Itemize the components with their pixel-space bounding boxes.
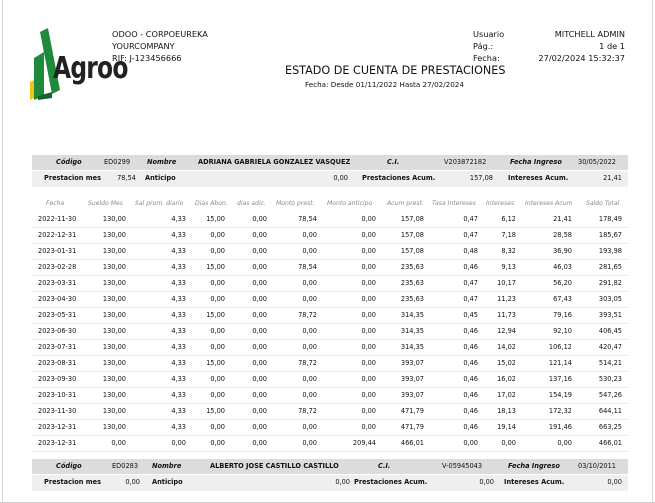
table-cell: 0,00 [361, 407, 376, 415]
table-cell: 15,00 [206, 263, 225, 271]
table-cell: 2023-04-30 [38, 295, 77, 303]
col-header: Intereses [486, 200, 515, 207]
table-cell: 185,67 [598, 231, 622, 239]
table-cell: 0,00 [302, 423, 317, 431]
table-cell: 393,07 [400, 375, 424, 383]
table-cell: 0,46 [463, 407, 478, 415]
employee-header-row [32, 155, 628, 170]
table-cell: 281,65 [598, 263, 622, 271]
table-cell: 0,47 [463, 279, 478, 287]
fecha-ingreso-value: 03/10/2011 [578, 462, 617, 470]
table-cell: 78,54 [298, 215, 317, 223]
table-cell: 130,00 [102, 247, 126, 255]
codigo-label: Código [56, 158, 82, 166]
table-cell: 67,43 [553, 295, 572, 303]
table-row [32, 244, 628, 260]
table-cell: 0,47 [463, 231, 478, 239]
table-cell: 172,32 [548, 407, 572, 415]
table-cell: 291,82 [598, 279, 622, 287]
table-cell: 0,00 [361, 375, 376, 383]
table-cell: 663,25 [598, 423, 622, 431]
table-cell: 36,90 [553, 247, 572, 255]
table-cell: 92,10 [553, 327, 572, 335]
table-cell: 235,63 [400, 279, 424, 287]
ci-value: V203872182 [444, 158, 487, 166]
company-info [112, 28, 208, 65]
col-header: Monto prest. [276, 200, 315, 207]
table-cell: 0,00 [501, 439, 516, 447]
table-cell: 56,20 [553, 279, 572, 287]
anticipo-value: 0,00 [335, 478, 350, 486]
table-cell: 0,00 [210, 343, 225, 351]
table-row [32, 308, 628, 324]
table-cell: 0,48 [463, 247, 478, 255]
prestacion-value: 78,54 [117, 174, 136, 182]
report-meta-labels [473, 28, 504, 65]
table-row [32, 228, 628, 244]
table-cell: 130,00 [102, 327, 126, 335]
table-row [32, 260, 628, 276]
table-cell: 130,00 [102, 279, 126, 287]
table-cell: 2023-12-31 [38, 439, 77, 447]
table-cell: 4,33 [171, 247, 186, 255]
table-cell: 2023-10-31 [38, 391, 77, 399]
table-row [32, 292, 628, 308]
table-row [32, 276, 628, 292]
page-value: 1 de 1 [599, 41, 625, 52]
table-cell: 0,45 [463, 311, 478, 319]
table-cell: 209,44 [352, 439, 376, 447]
table-cell: 18,13 [497, 407, 516, 415]
table-cell: 78,72 [298, 359, 317, 367]
table-cell: 0,00 [252, 391, 267, 399]
table-cell: 0,46 [463, 391, 478, 399]
table-cell: 0,00 [252, 279, 267, 287]
table-cell: 466,01 [400, 439, 424, 447]
table-cell: 11,73 [497, 311, 516, 319]
table-row [32, 356, 628, 372]
table-cell: 644,11 [598, 407, 622, 415]
int-acum-value: 0,00 [607, 478, 622, 486]
table-cell: 2023-07-31 [38, 343, 77, 351]
table-cell: 15,00 [206, 311, 225, 319]
col-header: Sal prom. diario [135, 200, 184, 207]
table-cell: 420,47 [598, 343, 622, 351]
company-name: ODOO - CORPOEUREKA [112, 29, 208, 39]
table-cell: 46,03 [553, 263, 572, 271]
table-cell: 12,94 [497, 327, 516, 335]
fecha-ingreso-value: 30/05/2022 [578, 158, 617, 166]
table-cell: 471,79 [400, 423, 424, 431]
table-cell: 0,00 [210, 247, 225, 255]
table-cell: 0,00 [361, 359, 376, 367]
table-cell: 406,45 [598, 327, 622, 335]
table-cell: 0,00 [210, 295, 225, 303]
table-cell: 191,46 [548, 423, 572, 431]
table-cell: 154,19 [548, 391, 572, 399]
table-cell: 4,33 [171, 279, 186, 287]
table-cell: 130,00 [102, 391, 126, 399]
col-header: Dias Abon. [195, 200, 228, 207]
table-cell: 0,46 [463, 375, 478, 383]
table-cell: 314,35 [400, 311, 424, 319]
prestacion-label: Prestacion mes [44, 174, 102, 182]
table-cell: 11,23 [497, 295, 516, 303]
table-cell: 0,46 [463, 359, 478, 367]
table-cell: 0,00 [210, 391, 225, 399]
user-label: Usuario [473, 29, 505, 39]
table-cell: 157,08 [400, 231, 424, 239]
codigo-value: ED0283 [112, 462, 139, 470]
table-cell: 130,00 [102, 215, 126, 223]
table-cell: 0,00 [463, 439, 478, 447]
table-cell: 4,33 [171, 423, 186, 431]
table-cell: 0,00 [252, 247, 267, 255]
table-cell: 0,00 [252, 295, 267, 303]
table-cell: 0,00 [302, 439, 317, 447]
table-cell: 130,00 [102, 359, 126, 367]
table-cell: 0,00 [361, 343, 376, 351]
table-cell: 7,18 [501, 231, 516, 239]
codigo-label: Código [56, 462, 82, 470]
table-cell: 0,00 [252, 423, 267, 431]
table-cell: 0,00 [210, 423, 225, 431]
table-cell: 19,14 [497, 423, 516, 431]
table-cell: 303,05 [598, 295, 622, 303]
int-acum-value: 21,41 [603, 174, 622, 182]
report-subtitle: Fecha: Desde 01/11/2022 Hasta 27/02/2024 [305, 80, 464, 89]
table-cell: 2023-11-30 [38, 407, 77, 415]
table-cell: 0,00 [252, 311, 267, 319]
table-cell: 0,00 [361, 311, 376, 319]
table-cell: 193,98 [598, 247, 622, 255]
table-cell: 314,35 [400, 343, 424, 351]
table-cell: 0,00 [302, 375, 317, 383]
table-row [32, 212, 628, 228]
table-cell: 2022-12-31 [38, 231, 77, 239]
company-rif: RIF: J-123456666 [112, 53, 182, 64]
table-cell: 130,00 [102, 343, 126, 351]
table-cell: 235,63 [400, 263, 424, 271]
int-acum-label: Intereses Acum. [504, 478, 565, 486]
table-cell: 130,00 [102, 263, 126, 271]
table-row [32, 420, 628, 436]
table-cell: 393,07 [400, 359, 424, 367]
int-acum-label: Intereses Acum. [508, 174, 569, 182]
table-cell: 0,00 [361, 327, 376, 335]
table-cell: 0,00 [252, 343, 267, 351]
table-cell: 130,00 [102, 407, 126, 415]
table-cell: 0,00 [171, 439, 186, 447]
table-cell: 106,12 [548, 343, 572, 351]
date-label: Fecha: [473, 53, 500, 64]
table-cell: 4,33 [171, 295, 186, 303]
prestacion-label: Prestacion mes [44, 478, 102, 486]
table-cell: 9,13 [501, 263, 516, 271]
table-cell: 0,00 [302, 295, 317, 303]
table-cell: 10,17 [497, 279, 516, 287]
table-cell: 2023-05-31 [38, 311, 77, 319]
table-cell: 130,00 [102, 311, 126, 319]
table-cell: 0,00 [302, 343, 317, 351]
table-cell: 4,33 [171, 407, 186, 415]
nombre-value: ALBERTO JOSE CASTILLO CASTILLO [210, 462, 339, 470]
table-cell: 2023-09-30 [38, 375, 77, 383]
table-cell: 466,01 [598, 439, 622, 447]
table-cell: 0,00 [210, 279, 225, 287]
company-subname: YOURCOMPANY [112, 41, 175, 52]
table-cell: 130,00 [102, 231, 126, 239]
fecha-ingreso-label: Fecha Ingreso [508, 462, 560, 470]
table-cell: 0,00 [252, 439, 267, 447]
table-cell: 0,00 [557, 439, 572, 447]
table-cell: 0,00 [361, 247, 376, 255]
table-cell: 14,02 [497, 343, 516, 351]
table-cell: 157,08 [400, 247, 424, 255]
table-cell: 4,33 [171, 311, 186, 319]
table-cell: 178,49 [598, 215, 622, 223]
table-cell: 393,51 [598, 311, 622, 319]
nombre-label: Nombre [152, 462, 182, 470]
table-row [32, 388, 628, 404]
employee-header-row [32, 459, 628, 474]
table-cell: 0,00 [210, 231, 225, 239]
table-cell: 0,00 [361, 263, 376, 271]
table-cell: 0,00 [252, 327, 267, 335]
table-cell: 0,00 [210, 439, 225, 447]
movements-table-body [32, 212, 628, 452]
table-cell: 0,00 [210, 327, 225, 335]
table-cell: 2023-06-30 [38, 327, 77, 335]
table-cell: 0,00 [252, 231, 267, 239]
table-cell: 6,12 [501, 215, 516, 223]
table-cell: 0,00 [302, 327, 317, 335]
table-cell: 0,00 [252, 215, 267, 223]
table-cell: 2023-03-31 [38, 279, 77, 287]
table-cell: 78,72 [298, 311, 317, 319]
table-cell: 15,00 [206, 359, 225, 367]
table-cell: 4,33 [171, 263, 186, 271]
table-cell: 0,00 [361, 279, 376, 287]
table-cell: 0,46 [463, 343, 478, 351]
prest-acum-value: 157,08 [469, 174, 493, 182]
table-cell: 4,33 [171, 391, 186, 399]
table-cell: 28,58 [553, 231, 572, 239]
anticipo-label: Anticipo [145, 174, 176, 182]
table-cell: 4,33 [171, 375, 186, 383]
table-cell: 0,00 [252, 375, 267, 383]
table-cell: 0,00 [361, 423, 376, 431]
anticipo-value: 0,00 [333, 174, 348, 182]
table-cell: 0,47 [463, 215, 478, 223]
table-cell: 0,00 [361, 391, 376, 399]
table-cell: 0,00 [361, 231, 376, 239]
table-cell: 2023-08-31 [38, 359, 77, 367]
table-row [32, 324, 628, 340]
table-row [32, 404, 628, 420]
table-cell: 16,02 [497, 375, 516, 383]
table-cell: 130,00 [102, 295, 126, 303]
table-cell: 2023-12-31 [38, 423, 77, 431]
table-cell: 2023-02-28 [38, 263, 77, 271]
table-cell: 157,08 [400, 215, 424, 223]
table-cell: 0,46 [463, 423, 478, 431]
nombre-value: ADRIANA GABRIELA GONZALEZ VASQUEZ [198, 158, 351, 166]
table-cell: 130,00 [102, 423, 126, 431]
col-header: Monto anticipo [327, 200, 373, 207]
logo-text: Agroo [53, 51, 128, 86]
table-cell: 235,63 [400, 295, 424, 303]
ci-value: V-05945043 [442, 462, 483, 470]
table-cell: 0,00 [111, 439, 126, 447]
table-row [32, 340, 628, 356]
col-header: Acum prest. [387, 200, 424, 207]
table-cell: 130,00 [102, 375, 126, 383]
table-cell: 4,33 [171, 327, 186, 335]
table-cell: 2023-01-31 [38, 247, 77, 255]
table-cell: 0,00 [361, 215, 376, 223]
table-cell: 0,00 [302, 279, 317, 287]
table-cell: 0,00 [302, 231, 317, 239]
table-cell: 0,46 [463, 327, 478, 335]
col-header: Fecha [46, 200, 65, 207]
col-header: Tasa Intereses [432, 200, 476, 207]
table-cell: 0,00 [252, 359, 267, 367]
employee-summary-row [32, 475, 628, 491]
table-cell: 0,00 [210, 375, 225, 383]
anticipo-label: Anticipo [152, 478, 183, 486]
table-cell: 4,33 [171, 359, 186, 367]
fecha-ingreso-label: Fecha Ingreso [510, 158, 562, 166]
table-cell: 2022-11-30 [38, 215, 77, 223]
nombre-label: Nombre [147, 158, 177, 166]
report-title: ESTADO DE CUENTA DE PRESTACIONES [285, 64, 506, 77]
table-cell: 0,47 [463, 295, 478, 303]
table-cell: 547,26 [598, 391, 622, 399]
table-cell: 0,00 [302, 247, 317, 255]
prestacion-value: 0,00 [125, 478, 140, 486]
table-cell: 530,23 [598, 375, 622, 383]
prest-acum-value: 0,00 [479, 478, 494, 486]
prest-acum-label: Prestaciones Acum. [354, 478, 428, 486]
table-cell: 0,00 [361, 295, 376, 303]
table-cell: 4,33 [171, 343, 186, 351]
table-cell: 0,00 [252, 263, 267, 271]
prest-acum-label: Prestaciones Acum. [362, 174, 436, 182]
table-cell: 15,00 [206, 215, 225, 223]
table-cell: 15,00 [206, 407, 225, 415]
table-cell: 514,21 [598, 359, 622, 367]
col-header: Saldo Total [586, 200, 620, 207]
table-row [32, 372, 628, 388]
employee-summary-row [32, 171, 628, 187]
table-cell: 0,00 [252, 407, 267, 415]
col-header: dias adic. [237, 200, 266, 207]
table-cell: 17,02 [497, 391, 516, 399]
table-cell: 21,41 [553, 215, 572, 223]
col-header: Intereses Acum [525, 200, 573, 207]
table-cell: 471,79 [400, 407, 424, 415]
table-cell: 15,02 [497, 359, 516, 367]
table-cell: 137,16 [548, 375, 572, 383]
page-label: Pág.: [473, 41, 494, 52]
table-cell: 78,72 [298, 407, 317, 415]
table-cell: 8,32 [501, 247, 516, 255]
date-value: 27/02/2024 15:32:37 [538, 53, 625, 64]
table-cell: 314,35 [400, 327, 424, 335]
table-cell: 79,16 [553, 311, 572, 319]
table-cell: 4,33 [171, 215, 186, 223]
table-cell: 4,33 [171, 231, 186, 239]
col-header: Sueldo Mes [88, 200, 123, 207]
codigo-value: ED0299 [104, 158, 131, 166]
table-row [32, 436, 628, 452]
ci-label: C.I. [378, 462, 391, 470]
table-cell: 393,07 [400, 391, 424, 399]
ci-label: C.I. [387, 158, 400, 166]
report-meta-values [538, 28, 625, 65]
user-value: MITCHELL ADMIN [554, 29, 625, 39]
table-cell: 78,54 [298, 263, 317, 271]
movements-table-header [32, 200, 628, 212]
table-cell: 0,46 [463, 263, 478, 271]
table-cell: 0,00 [302, 391, 317, 399]
table-cell: 121,14 [548, 359, 572, 367]
